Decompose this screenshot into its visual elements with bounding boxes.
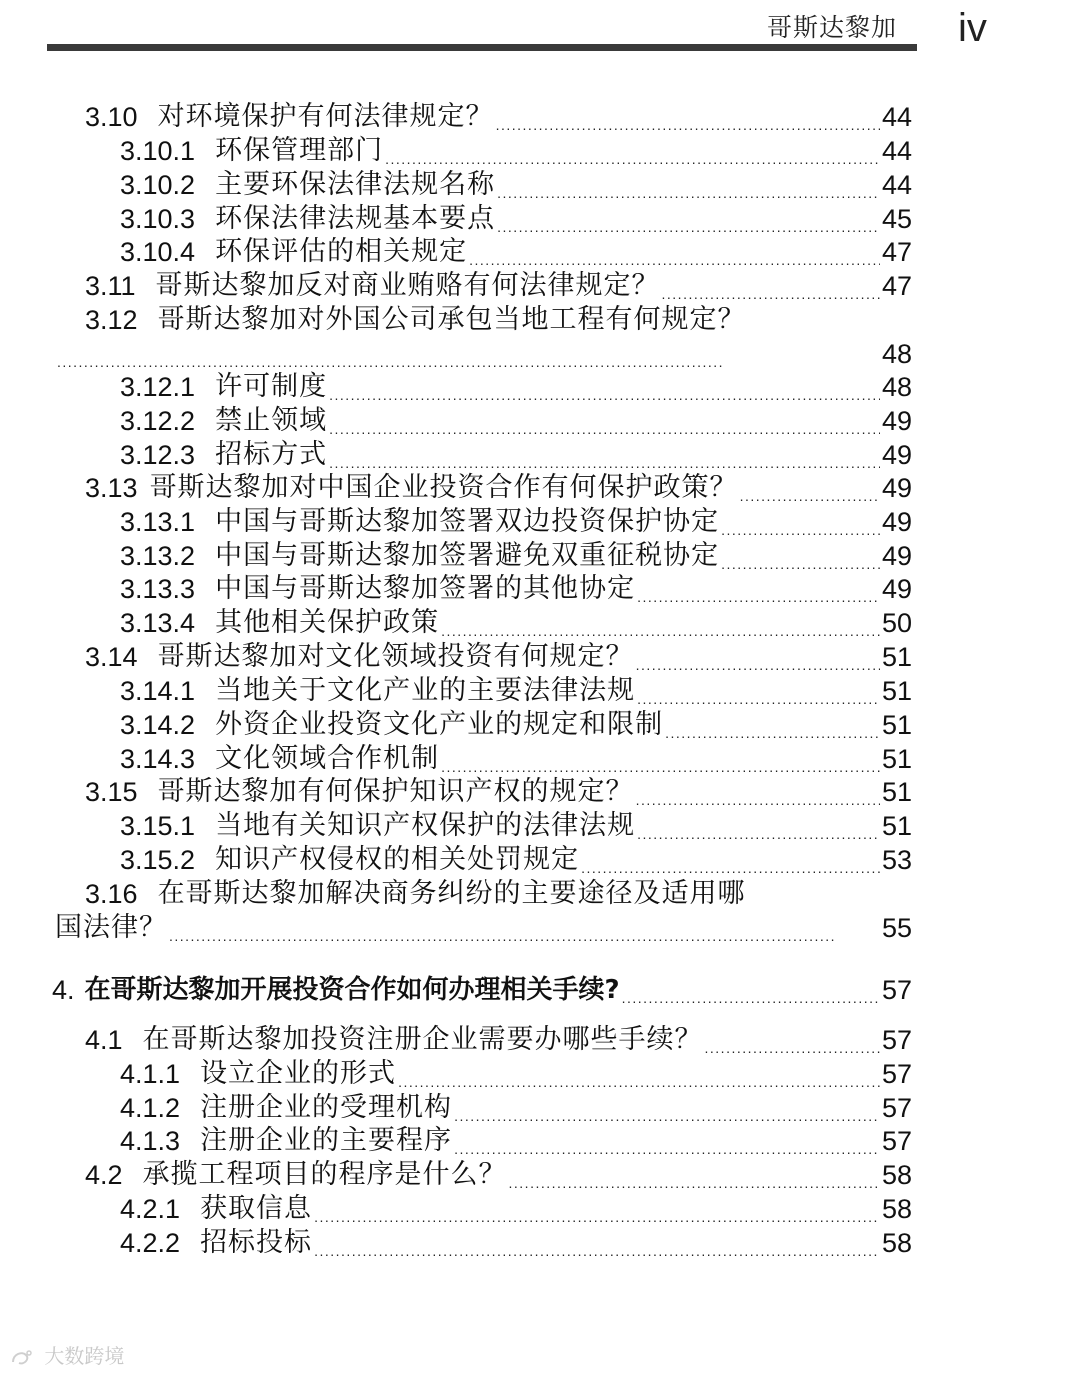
toc-entry[interactable] (85, 877, 912, 911)
toc-entry-page: 51 (881, 744, 912, 774)
toc-entry-number: 3.15 (85, 777, 138, 807)
toc-entry-number: 3.13.3 (120, 574, 196, 604)
toc-entry-title: 注册企业的受理机构 (200, 1092, 453, 1123)
toc-entry[interactable] (120, 1124, 912, 1158)
toc-entry-number: 3.13.1 (120, 507, 196, 537)
toc-leader-dots (705, 1023, 880, 1057)
toc-entry-number: 3.12 (85, 305, 138, 335)
toc-entry-title: 外资企业投资文化产业的规定和限制 (215, 709, 664, 740)
toc-entry-title: 许可制度 (215, 371, 328, 402)
toc-entry[interactable] (120, 674, 912, 708)
toc-entry-page: 58 (881, 1160, 912, 1190)
toc-entry-number: 3.16 (85, 879, 138, 909)
toc-entry-page: 44 (881, 136, 912, 166)
toc-entry-title: 知识产权侵权的相关处罚规定 (215, 844, 580, 875)
toc-entry-title: 环保法律法规基本要点 (215, 203, 496, 234)
toc-entry-number: 3.14.3 (120, 744, 196, 774)
toc-entry-title: 中国与哥斯达黎加签署避免双重征税协定 (215, 540, 720, 571)
toc-entry[interactable] (120, 235, 912, 269)
toc-leader-dots (721, 505, 880, 539)
toc-entry[interactable] (120, 438, 912, 472)
toc-entry[interactable] (120, 505, 912, 539)
toc-entry-number: 3.14 (85, 642, 138, 672)
toc-entry-page: 51 (881, 811, 912, 841)
toc-entry-page: 49 (881, 574, 912, 604)
toc-entry-title: 获取信息 (200, 1193, 313, 1224)
toc-entry[interactable] (120, 606, 912, 640)
toc-entry-page: 44 (881, 102, 912, 132)
toc-leader-dots (454, 1091, 880, 1125)
toc-entry-number: 4. (52, 975, 75, 1005)
header-rule (47, 44, 917, 51)
toc-leader-dots (497, 202, 880, 236)
toc-entry[interactable] (85, 775, 912, 809)
toc-entry-page: 45 (881, 204, 912, 234)
toc-entry-number: 3.12.3 (120, 440, 196, 470)
toc-leader-dots (314, 1226, 880, 1260)
toc-leader-dots (385, 134, 880, 168)
toc-entry-number: 3.10.3 (120, 204, 196, 234)
toc-entry[interactable] (120, 708, 912, 742)
toc-entry-title: 环保管理部门 (215, 135, 384, 166)
toc-entry-number: 4.1.3 (120, 1126, 181, 1156)
toc-entry[interactable] (85, 471, 912, 505)
toc-entry[interactable] (85, 100, 912, 134)
toc-entry-title-continuation: 国法律？ (55, 912, 167, 943)
toc-entry-title: 其他相关保护政策 (215, 607, 440, 638)
page-number: iv (958, 6, 987, 50)
toc-entry-title: 主要环保法律法规名称 (215, 169, 496, 200)
toc-entry-page: 57 (881, 975, 912, 1005)
toc-entry[interactable] (120, 742, 912, 776)
toc-entry-number: 3.10.4 (120, 237, 196, 267)
toc-leader-dots (497, 168, 880, 202)
watermark (10, 1340, 124, 1369)
toc-entry-number: 3.12.2 (120, 406, 196, 436)
toc-entry-number: 3.10.1 (120, 136, 196, 166)
toc-entry-title: 中国与哥斯达黎加签署双边投资保护协定 (215, 506, 720, 537)
toc-entry-page: 49 (881, 406, 912, 436)
toc-entry-title: 文化领域合作机制 (215, 743, 440, 774)
toc-entry[interactable] (85, 640, 912, 674)
toc-leader-dots (169, 911, 880, 945)
toc-entry-title: 环保评估的相关规定 (215, 236, 468, 267)
toc-leader-dots (398, 1057, 880, 1091)
watermark-logo-icon (10, 1348, 34, 1368)
toc-entry-number: 3.10.2 (120, 170, 196, 200)
toc-entry-page: 55 (881, 913, 912, 943)
toc-leader-dots (57, 337, 880, 371)
toc-entry-title: 哥斯达黎加反对商业贿赂有何法律规定？ (155, 270, 660, 301)
toc-entry-title: 招标投标 (200, 1227, 313, 1258)
toc-entry-title: 在哥斯达黎加解决商务纠纷的主要途径及适用哪 (157, 878, 746, 909)
toc-entry-page: 51 (881, 642, 912, 672)
toc-entry-page: 47 (881, 271, 912, 301)
toc-leader-dots (454, 1124, 880, 1158)
toc-leader-dots (509, 1158, 880, 1192)
toc-entry-page: 53 (881, 845, 912, 875)
toc-entry-page: 51 (881, 777, 912, 807)
toc-entry-title: 对环境保护有何法律规定？ (157, 101, 494, 132)
toc-entry-title: 哥斯达黎加对外国公司承包当地工程有何规定？ (157, 304, 746, 335)
toc-entry[interactable] (120, 809, 912, 843)
toc-entry[interactable] (120, 370, 912, 404)
toc-entry-title: 承揽工程项目的程序是什么？ (142, 1159, 507, 1190)
toc-entry-number: 3.13 (85, 473, 138, 503)
toc-entry-title: 设立企业的形式 (200, 1058, 397, 1089)
toc-entry-number: 3.15.1 (120, 811, 196, 841)
toc-entry[interactable] (120, 539, 912, 573)
toc-entry-number: 3.14.2 (120, 710, 196, 740)
toc-leader-dots (740, 471, 880, 505)
toc-entry[interactable] (120, 843, 912, 877)
toc-entry[interactable] (120, 168, 912, 202)
toc-entry-title: 哥斯达黎加有何保护知识产权的规定？ (157, 776, 634, 807)
toc-entry-number: 3.14.1 (120, 676, 196, 706)
toc-leader-dots (636, 640, 880, 674)
toc-entry-page: 47 (881, 237, 912, 267)
toc-entry[interactable] (120, 1192, 912, 1226)
watermark-text: 大数跨境 (44, 1344, 125, 1368)
toc-entry-number: 3.15.2 (120, 845, 196, 875)
toc-leader-dots (329, 404, 880, 438)
toc-leader-dots (662, 269, 880, 303)
toc-entry-page: 51 (881, 676, 912, 706)
toc-entry-page: 49 (881, 473, 912, 503)
toc-entry[interactable] (120, 202, 912, 236)
toc-entry-title: 在哥斯达黎加投资注册企业需要办哪些手续？ (142, 1024, 703, 1055)
toc-entry-number: 4.2.2 (120, 1228, 181, 1258)
toc-leader-dots (721, 539, 880, 573)
toc-leader-dots (622, 973, 880, 1007)
toc-entry-title: 注册企业的主要程序 (200, 1125, 453, 1156)
toc-entry-title: 招标方式 (215, 439, 328, 470)
toc-entry-number: 3.12.1 (120, 372, 196, 402)
toc-entry[interactable] (85, 303, 912, 337)
toc-entry-number: 4.1.1 (120, 1059, 181, 1089)
toc-entry-page: 57 (881, 1025, 912, 1055)
toc-leader-dots (665, 708, 880, 742)
toc-entry-number: 3.10 (85, 102, 138, 132)
toc-entry-continuation[interactable] (55, 337, 912, 371)
toc-entry[interactable] (120, 1226, 912, 1260)
toc-entry-page: 57 (881, 1093, 912, 1123)
toc-leader-dots (637, 674, 880, 708)
toc-leader-dots (329, 438, 880, 472)
toc-entry-page: 58 (881, 1228, 912, 1258)
toc-entry-page: 48 (881, 339, 912, 369)
toc-entry[interactable] (120, 1057, 912, 1091)
toc-entry-page: 58 (881, 1194, 912, 1224)
toc-entry-title: 当地有关知识产权保护的法律法规 (215, 810, 636, 841)
toc-entry-number: 4.2.1 (120, 1194, 181, 1224)
toc-entry-number: 4.1.2 (120, 1093, 181, 1123)
toc-entry-title: 禁止领域 (215, 405, 328, 436)
toc-leader-dots (581, 843, 880, 877)
toc-leader-dots (496, 100, 880, 134)
toc-entry-page: 51 (881, 710, 912, 740)
toc-entry-page: 49 (881, 440, 912, 470)
toc-entry-title: 在哥斯达黎加开展投资合作如何办理相关手续? (84, 975, 620, 1005)
toc-entry-title: 哥斯达黎加对中国企业投资合作有何保护政策？ (149, 472, 738, 503)
toc-entry-number: 3.13.2 (120, 541, 196, 571)
toc-entry-page: 50 (881, 608, 912, 638)
toc-entry-number: 4.1 (85, 1025, 123, 1055)
toc-entry-title: 当地关于文化产业的主要法律法规 (215, 675, 636, 706)
toc-entry-page: 49 (881, 541, 912, 571)
toc-entry[interactable] (120, 134, 912, 168)
toc-leader-dots (469, 235, 880, 269)
toc-entry[interactable] (120, 572, 912, 606)
toc-leader-dots (637, 572, 880, 606)
toc-chapter-entry[interactable] (52, 973, 912, 1007)
toc-leader-dots (314, 1192, 880, 1226)
toc-leader-dots (329, 370, 880, 404)
toc-leader-dots (441, 606, 880, 640)
toc-entry-title: 中国与哥斯达黎加签署的其他协定 (215, 573, 636, 604)
toc-entry[interactable] (85, 269, 912, 303)
toc-entry-number: 3.11 (85, 271, 136, 301)
toc-entry-page: 57 (881, 1059, 912, 1089)
toc-entry-page: 49 (881, 507, 912, 537)
toc-entry-title: 哥斯达黎加对文化领域投资有何规定？ (157, 641, 634, 672)
toc-leader-dots (636, 775, 880, 809)
toc-leader-dots (441, 742, 880, 776)
running-header-title: 哥斯达黎加 (767, 13, 898, 42)
toc-entry-number: 3.13.4 (120, 608, 196, 638)
toc-entry-number: 4.2 (85, 1160, 123, 1190)
toc-entry[interactable] (85, 1023, 912, 1057)
toc-entry[interactable] (120, 1091, 912, 1125)
toc-entry-page: 44 (881, 170, 912, 200)
toc-leader-dots (637, 809, 880, 843)
toc-entry-page: 48 (881, 372, 912, 402)
toc-entry-continuation[interactable] (55, 911, 912, 945)
toc-entry-page: 57 (881, 1126, 912, 1156)
toc-entry[interactable] (85, 1158, 912, 1192)
toc-entry[interactable] (120, 404, 912, 438)
